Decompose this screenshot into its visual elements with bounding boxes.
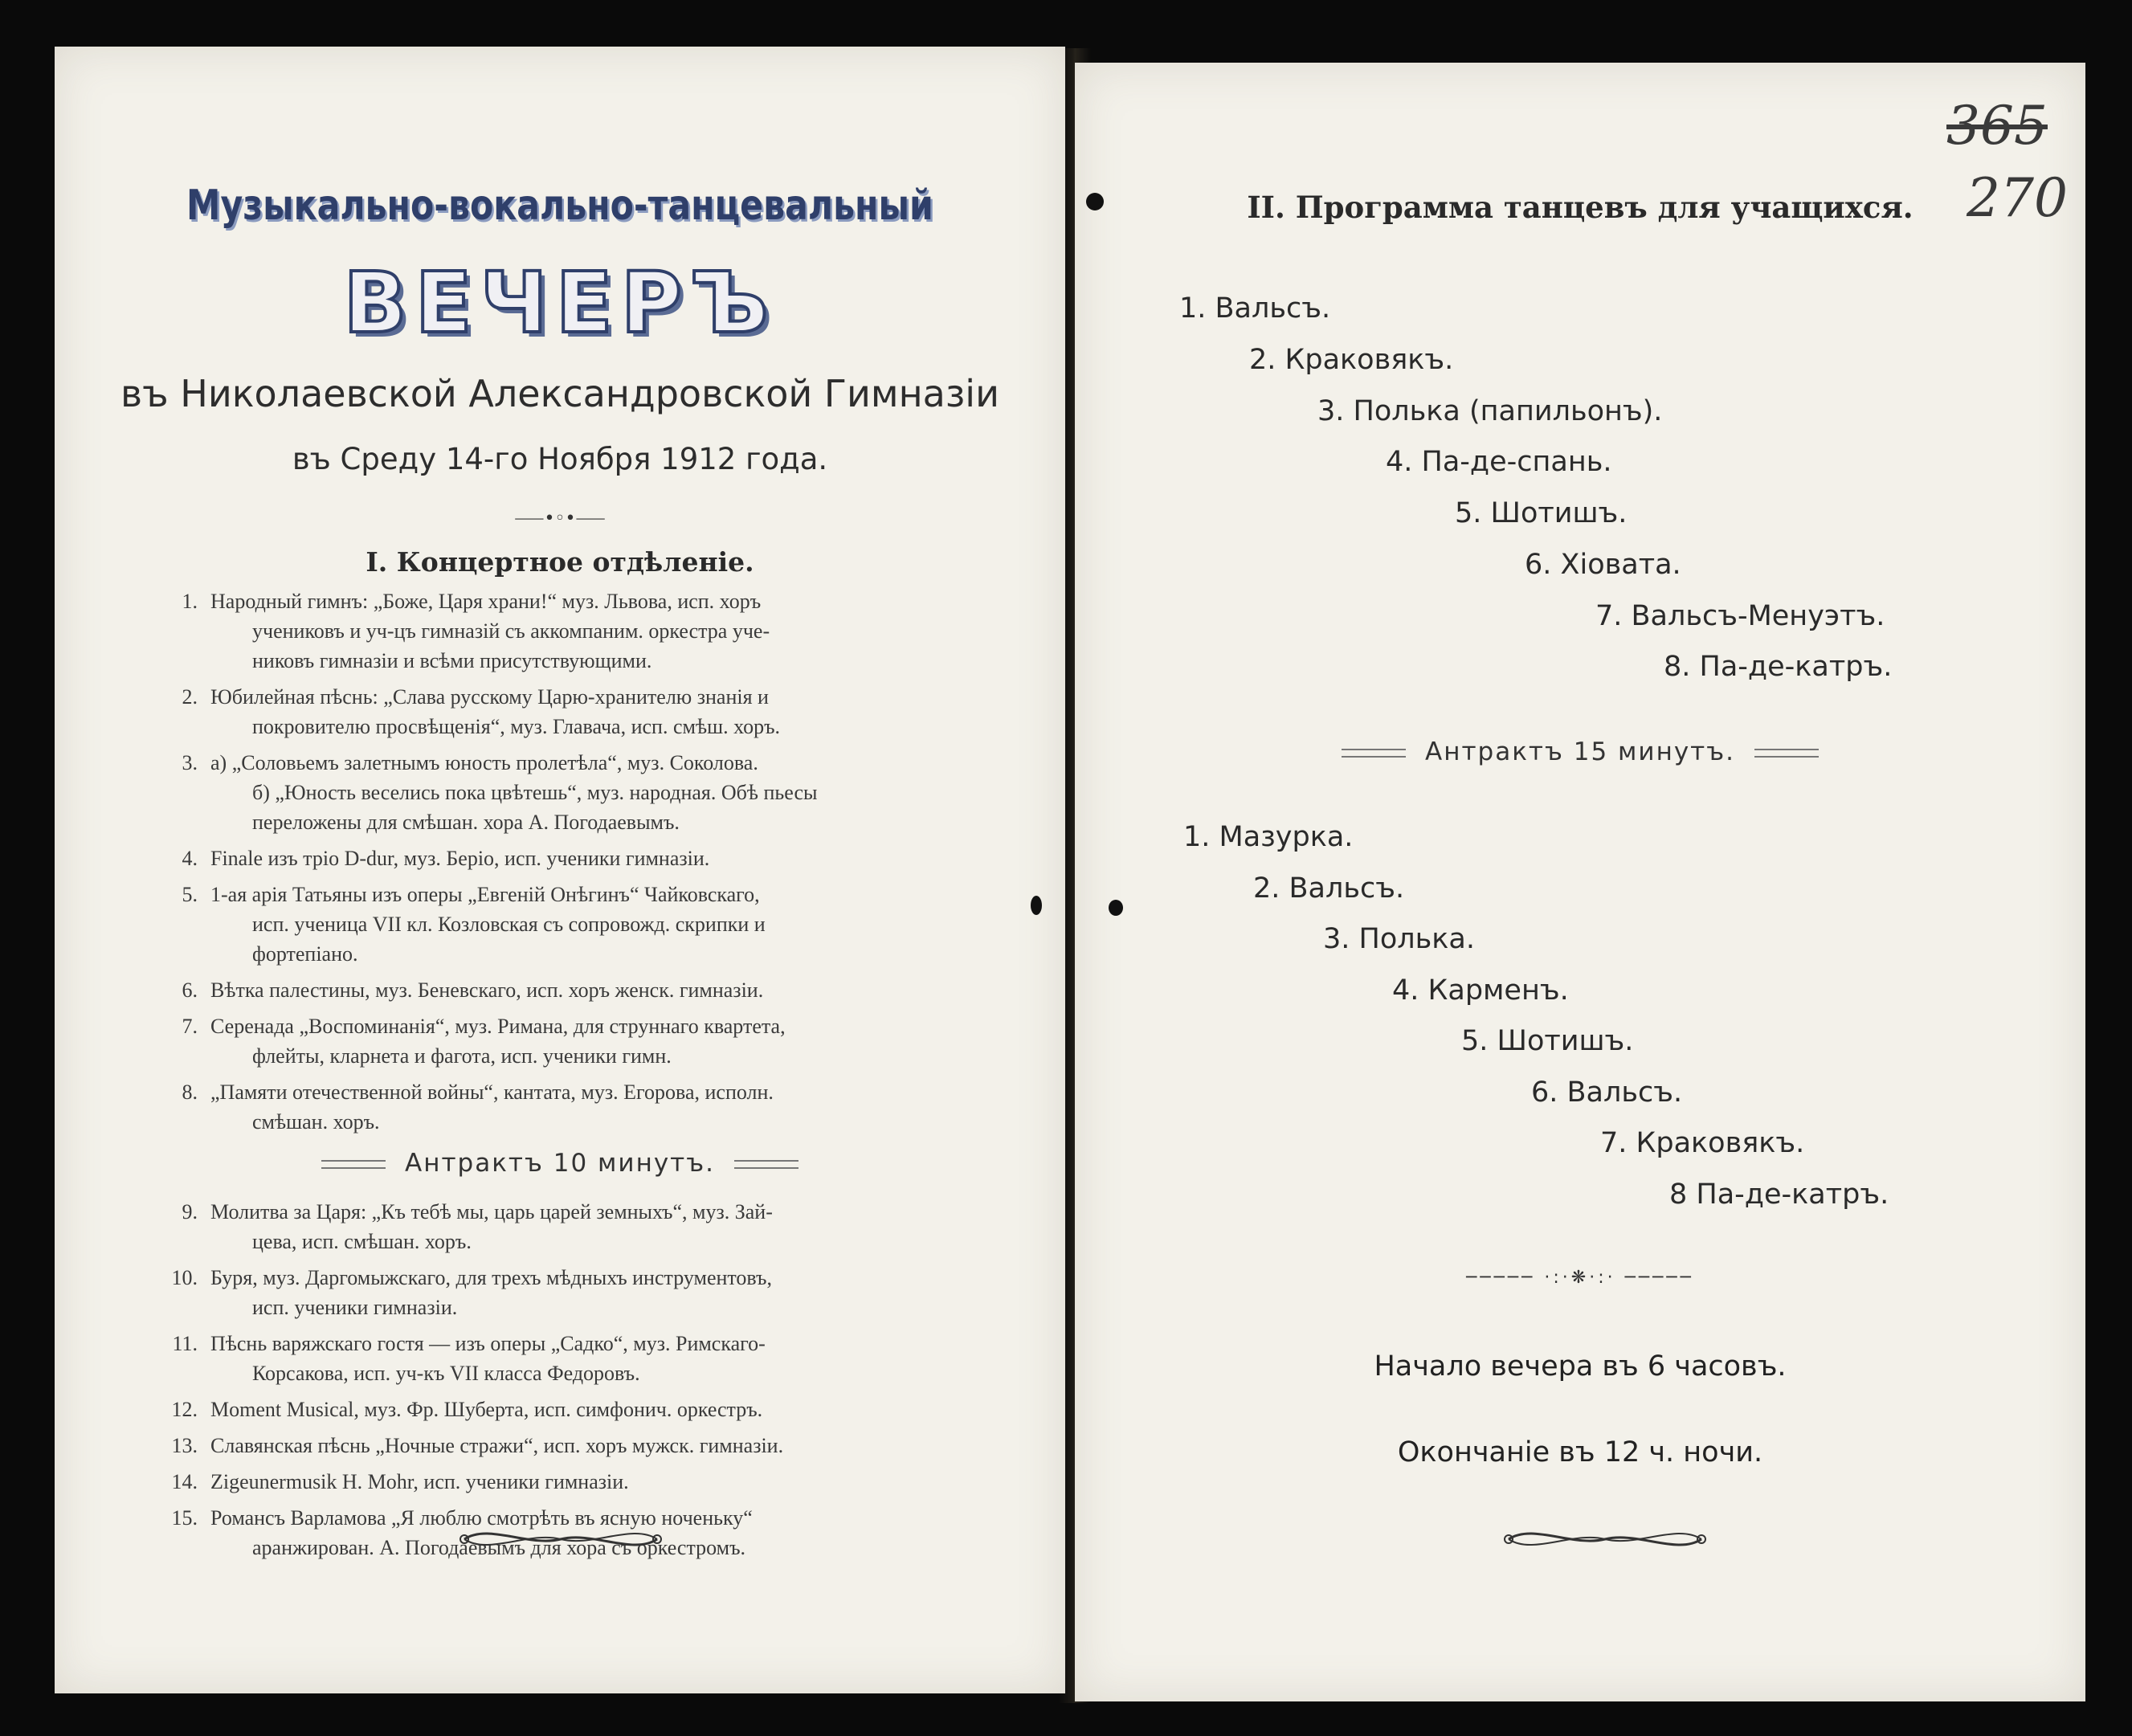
concert-item-text [210,1467,1033,1497]
concert-item [149,975,1033,1005]
concert-item-line: исп. ученица VII кл. Козловская съ сопровожд. скрипки и [252,913,766,936]
double-rule-right [734,1160,798,1169]
dance-item: 1. Мазурка. [1183,821,1354,853]
concert-item-text [210,1431,1033,1460]
double-rule-left [1342,749,1406,758]
concert-item-line: учениковъ и уч-цъ гимназій съ аккомпаним. оркестра уче- [252,619,770,643]
concert-item [149,1467,1033,1497]
binding-hole [1086,193,1104,210]
concert-item-number: 4. [182,847,198,870]
concert-item-line: переложены для смѣшан. хора А. Погодаевымъ. [252,811,680,834]
ornament-divider-icon: ───── ·:·❋·:· ───── [1466,1268,1694,1288]
concert-item-line: Zigeunermusik H. Mohr, исп. ученики гимназіи. [210,1470,629,1493]
concert-item-number: 11. [172,1332,198,1355]
concert-item-number: 1. [182,590,198,613]
concert-item-text [210,682,1033,741]
dance-item: 2. Вальсъ. [1253,872,1405,905]
concert-item [149,1197,1033,1256]
concert-item [149,843,1033,873]
flourish-ornament-icon [1501,1523,1709,1555]
concert-item-number: 8. [182,1080,198,1104]
concert-item [149,748,1033,837]
dance-item: 3. Полька (папильонъ). [1317,395,1663,427]
concert-item-line: покровителю просвѣщенія“, муз. Главача, исп. смѣш. хоръ. [252,715,781,738]
concert-item-line: аранжирован. А. Погодаевымъ для хора съ оркестромъ. [252,1536,746,1559]
concert-item-line: Moment Musical, муз. Фр. Шуберта, исп. симфонич. оркестръ. [210,1398,763,1421]
concert-item-line: Пѣснь варяжскаго гостя — изъ оперы „Садко“, муз. Римскаго- [210,1332,766,1355]
concert-item-number: 13. [171,1434,198,1457]
concert-item-line: Молитва за Царя: „Къ тебѣ мы, царь царей земныхъ“, муз. Зай- [210,1200,773,1223]
concert-item-text [210,1329,1033,1388]
dance-item: 6. Хіовата. [1525,549,1681,581]
archive-number-old: 365 [1946,95,2048,157]
dance-program-title: II. Программа танцевъ для учащихся. [1247,190,1913,225]
double-rule-left [321,1160,386,1169]
start-time: Начало вечера въ 6 часовъ. [1374,1350,1787,1383]
concert-item-line: Романсъ Варламова „Я люблю смотрѣть въ ясную ноченьку“ [210,1506,753,1530]
dance-item: 7. Краковякъ. [1600,1127,1805,1159]
concert-item [149,880,1033,969]
concert-item [149,1395,1033,1424]
double-rule-right [1754,749,1819,758]
dance-item: 4. Па-де-спань. [1386,446,1612,478]
venue-line: въ Николаевской Александровской Гимназіи [120,372,999,415]
concert-item-line: Вѣтка палестины, муз. Беневскаго, исп. хоръ женск. гимназіи. [210,978,764,1002]
concert-item-number: 15. [171,1506,198,1530]
dance-item: 5. Шотишъ. [1461,1025,1634,1057]
concert-item-number: 2. [182,685,198,709]
end-time: Окончаніе въ 12 ч. ночи. [1397,1436,1763,1468]
concert-item-text [210,748,1033,837]
dance-item: 1. Вальсъ. [1179,292,1331,325]
dance-item: 4. Карменъ. [1392,974,1569,1007]
binding-hole [1031,896,1042,915]
dance-item: 3. Полька. [1323,923,1475,955]
concert-item [149,586,1033,676]
concert-item-line: Буря, муз. Даргомыжскаго, для трехъ мѣдныхъ инструментовъ, [210,1266,773,1289]
concert-item [149,1077,1033,1137]
concert-item-text [210,1011,1033,1071]
concert-item-text [210,1263,1033,1322]
concert-item-number: 9. [182,1200,198,1223]
flourish-ornament-icon [456,1523,665,1555]
concert-item [149,1329,1033,1388]
dance-item: 8. Па-де-катръ. [1664,651,1893,683]
concert-item-line: Серенада „Воспоминанія“, муз. Римана, для струннаго квартета, [210,1015,786,1038]
ornament-divider-icon: ⸺•◦•⸺ [514,509,606,529]
concert-item-number: 6. [182,978,198,1002]
concert-item-text [210,586,1033,676]
concert-item-line: Юбилейная пѣснь: „Слава русскому Царю-хранителю знанія и [210,685,769,709]
concert-item-line: цева, исп. смѣшан. хоръ. [252,1230,472,1253]
concert-item-text [210,843,1033,873]
dance-item: 5. Шотишъ. [1455,497,1628,529]
concert-item-text [210,975,1033,1005]
concert-item-line: 1-ая арія Татьяны изъ оперы „Евгеній Онѣгинъ“ Чайковскаго, [210,883,760,906]
concert-item [149,1011,1033,1071]
concert-item-line: фортепіано. [252,942,358,966]
concert-item-line: „Памяти отечественной войны“, кантата, муз. Егорова, исполн. [210,1080,774,1104]
concert-item-number: 3. [182,751,198,774]
archive-number-new: 270 [1967,167,2068,229]
binding-hole [1109,900,1123,916]
concert-item-text [210,1077,1033,1137]
concert-item-line: б) „Юность веселись пока цвѣтешь“, муз. народная. Обѣ пьесы [252,781,818,804]
intermission-15 [1075,737,2085,766]
concert-item-line: Finale изъ тріо D-dur, муз. Беріо, исп. ученики гимназіи. [210,847,710,870]
concert-section-heading: I. Концертное отдѣленіе. [366,546,754,578]
concert-item-number: 5. [182,883,198,906]
concert-item-line: Народный гимнъ: „Боже, Царя храни!“ муз. Львова, исп. хоръ [210,590,762,613]
concert-item [149,682,1033,741]
concert-item-line: никовъ гимназіи и всѣми присутствующими. [252,649,652,672]
concert-item-line: а) „Соловьемъ залетнымъ юность пролетѣла“, муз. Соколова. [210,751,758,774]
intermission-label: Антрактъ 15 минутъ. [1424,737,1735,766]
concert-item [149,1263,1033,1322]
concert-item-text [210,1395,1033,1424]
dance-item: 7. Вальсъ-Менуэтъ. [1595,600,1885,632]
intermission-10 [55,1149,1065,1178]
date-line: въ Среду 14-го Ноября 1912 года. [292,442,828,476]
concert-item-line: Славянская пѣснь „Ночные стражи“, исп. хоръ мужск. гимназіи. [210,1434,784,1457]
concert-item [149,1431,1033,1460]
left-page [55,47,1065,1693]
concert-item-number: 14. [171,1470,198,1493]
dance-item: 8 Па-де-катръ. [1669,1178,1889,1211]
concert-item-text [210,880,1033,969]
event-title-vecher: ВЕЧЕРЪ [343,254,777,352]
dance-item: 6. Вальсъ. [1531,1076,1683,1109]
concert-item-number: 10. [171,1266,198,1289]
concert-item-number: 12. [171,1398,198,1421]
concert-item-number: 7. [182,1015,198,1038]
dance-item: 2. Краковякъ. [1249,344,1454,376]
intermission-label: Антрактъ 10 минутъ. [404,1149,715,1178]
concert-item-line: флейты, кларнета и фагота, исп. ученики гимн. [252,1044,672,1068]
concert-item-line: исп. ученики гимназіи. [252,1296,458,1319]
right-page [1075,63,2085,1701]
concert-item-line: смѣшан. хоръ. [252,1110,380,1134]
concert-item-text [210,1197,1033,1256]
event-title-line1: Музыкально-вокально-танцевальный [186,182,933,230]
concert-item-line: Корсакова, исп. уч-къ VII класса Федоровъ. [252,1362,640,1385]
